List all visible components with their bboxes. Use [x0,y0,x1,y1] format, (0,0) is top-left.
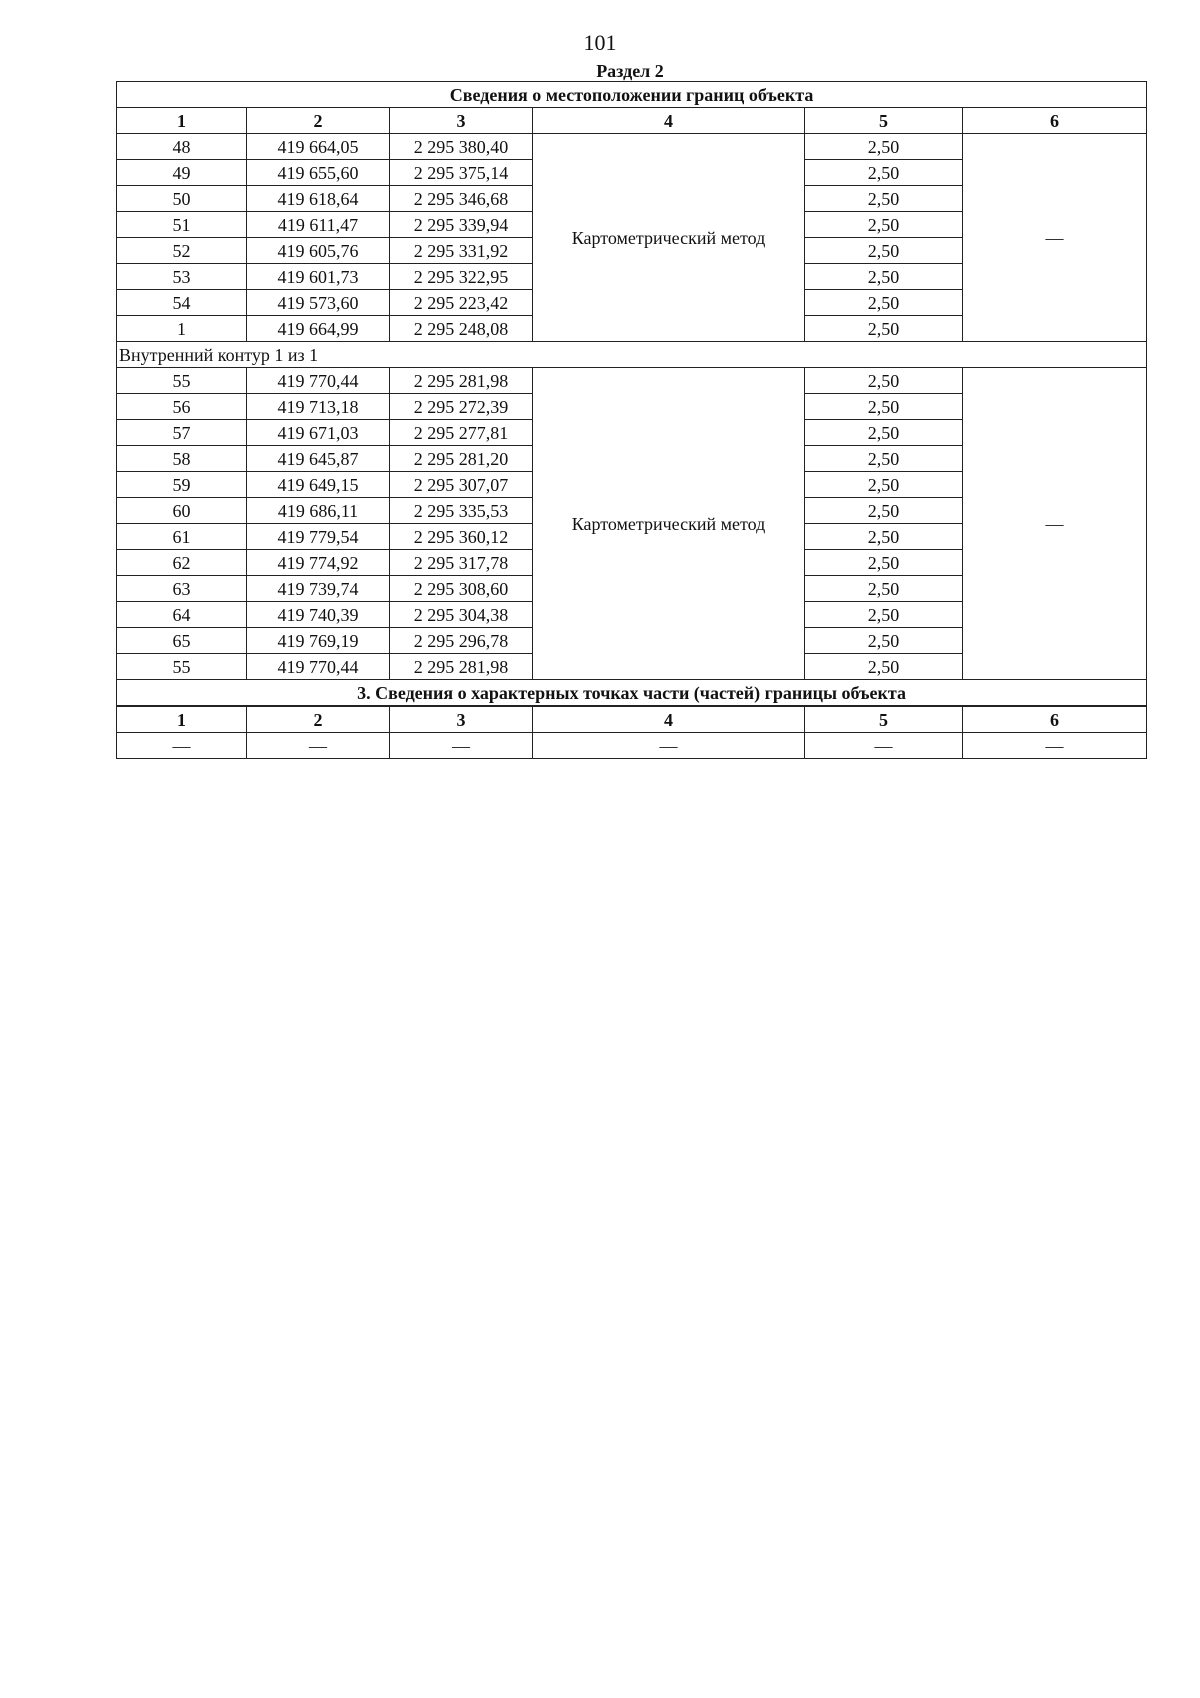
x-coordinate-cell: 419 713,18 [247,394,390,420]
accuracy-cell: 2,50 [805,524,963,550]
x-coordinate-cell: 419 649,15 [247,472,390,498]
column-header: 2 [247,108,390,134]
x-coordinate-cell: 419 740,39 [247,602,390,628]
x-coordinate-cell: 419 686,11 [247,498,390,524]
accuracy-cell: 2,50 [805,628,963,654]
accuracy-cell: 2,50 [805,212,963,238]
point-number-cell: 65 [117,628,247,654]
parts-cell: — [963,733,1147,759]
point-number-cell: 1 [117,316,247,342]
accuracy-cell: 2,50 [805,368,963,394]
x-coordinate-cell: 419 769,19 [247,628,390,654]
y-coordinate-cell: 2 295 272,39 [390,394,533,420]
parts-column-header: 6 [963,706,1147,733]
y-coordinate-cell: 2 295 308,60 [390,576,533,602]
y-coordinate-cell: 2 295 331,92 [390,238,533,264]
parts-row [117,733,1147,759]
point-number-cell: 63 [117,576,247,602]
parts-column-header: 4 [533,706,805,733]
point-number-cell: 49 [117,160,247,186]
method-cell: Картометрический метод [533,134,805,342]
boundary-table [116,81,1147,759]
point-number-cell: 64 [117,602,247,628]
parts-cell: — [805,733,963,759]
y-coordinate-cell: 2 295 248,08 [390,316,533,342]
accuracy-cell: 2,50 [805,654,963,680]
point-number-cell: 57 [117,420,247,446]
x-coordinate-cell: 419 739,74 [247,576,390,602]
table-row [117,368,1147,394]
x-coordinate-cell: 419 573,60 [247,290,390,316]
accuracy-cell: 2,50 [805,420,963,446]
parts-cell: — [117,733,247,759]
point-number-cell: 59 [117,472,247,498]
point-number-cell: 50 [117,186,247,212]
parts-column-header: 2 [247,706,390,733]
y-coordinate-cell: 2 295 360,12 [390,524,533,550]
parts-title-row [117,680,1147,707]
point-number-cell: 51 [117,212,247,238]
x-coordinate-cell: 419 605,76 [247,238,390,264]
x-coordinate-cell: 419 611,47 [247,212,390,238]
point-number-cell: 55 [117,368,247,394]
point-number-cell: 53 [117,264,247,290]
column-header-row [117,108,1147,134]
accuracy-cell: 2,50 [805,186,963,212]
section-title: Раздел 2 [596,61,664,81]
accuracy-cell: 2,50 [805,134,963,160]
point-number-cell: 62 [117,550,247,576]
y-coordinate-cell: 2 295 223,42 [390,290,533,316]
y-coordinate-cell: 2 295 346,68 [390,186,533,212]
y-coordinate-cell: 2 295 317,78 [390,550,533,576]
x-coordinate-cell: 419 664,05 [247,134,390,160]
point-number-cell: 56 [117,394,247,420]
x-coordinate-cell: 419 671,03 [247,420,390,446]
column-header: 3 [390,108,533,134]
y-coordinate-cell: 2 295 281,98 [390,368,533,394]
column-header: 1 [117,108,247,134]
parts-cell: — [247,733,390,759]
parts-title: 3. Сведения о характерных точках части (частей) границы объекта [117,680,1147,707]
y-coordinate-cell: 2 295 335,53 [390,498,533,524]
column-header: 4 [533,108,805,134]
x-coordinate-cell: 419 655,60 [247,160,390,186]
accuracy-cell: 2,50 [805,238,963,264]
page-number: 101 [583,30,617,55]
table-title-row [117,82,1147,108]
point-number-cell: 54 [117,290,247,316]
y-coordinate-cell: 2 295 339,94 [390,212,533,238]
parts-cell: — [390,733,533,759]
accuracy-cell: 2,50 [805,290,963,316]
point-number-cell: 58 [117,446,247,472]
y-coordinate-cell: 2 295 277,81 [390,420,533,446]
point-number-cell: 55 [117,654,247,680]
table-title: Сведения о местоположении границ объекта [117,82,1147,108]
table-row [117,134,1147,160]
column-header: 6 [963,108,1147,134]
parts-column-header-row [117,706,1147,733]
accuracy-cell: 2,50 [805,576,963,602]
accuracy-cell: 2,50 [805,602,963,628]
x-coordinate-cell: 419 779,54 [247,524,390,550]
inner-contour-label: Внутренний контур 1 из 1 [117,342,1147,368]
accuracy-cell: 2,50 [805,498,963,524]
accuracy-cell: 2,50 [805,160,963,186]
method-cell: Картометрический метод [533,368,805,680]
y-coordinate-cell: 2 295 375,14 [390,160,533,186]
y-coordinate-cell: 2 295 304,38 [390,602,533,628]
y-coordinate-cell: 2 295 380,40 [390,134,533,160]
accuracy-cell: 2,50 [805,316,963,342]
y-coordinate-cell: 2 295 307,07 [390,472,533,498]
x-coordinate-cell: 419 664,99 [247,316,390,342]
y-coordinate-cell: 2 295 281,98 [390,654,533,680]
column-header: 5 [805,108,963,134]
point-number-cell: 48 [117,134,247,160]
x-coordinate-cell: 419 770,44 [247,368,390,394]
parts-column-header: 1 [117,706,247,733]
inner-contour-label-row [117,342,1147,368]
accuracy-cell: 2,50 [805,446,963,472]
parts-column-header: 5 [805,706,963,733]
accuracy-cell: 2,50 [805,264,963,290]
x-coordinate-cell: 419 618,64 [247,186,390,212]
x-coordinate-cell: 419 645,87 [247,446,390,472]
point-number-cell: 61 [117,524,247,550]
y-coordinate-cell: 2 295 322,95 [390,264,533,290]
point-number-cell: 52 [117,238,247,264]
accuracy-cell: 2,50 [805,472,963,498]
x-coordinate-cell: 419 770,44 [247,654,390,680]
parts-cell: — [533,733,805,759]
x-coordinate-cell: 419 601,73 [247,264,390,290]
description-cell: — [963,134,1147,342]
y-coordinate-cell: 2 295 281,20 [390,446,533,472]
x-coordinate-cell: 419 774,92 [247,550,390,576]
parts-column-header: 3 [390,706,533,733]
point-number-cell: 60 [117,498,247,524]
description-cell: — [963,368,1147,680]
boundary-table-body [117,82,1147,759]
y-coordinate-cell: 2 295 296,78 [390,628,533,654]
accuracy-cell: 2,50 [805,550,963,576]
accuracy-cell: 2,50 [805,394,963,420]
